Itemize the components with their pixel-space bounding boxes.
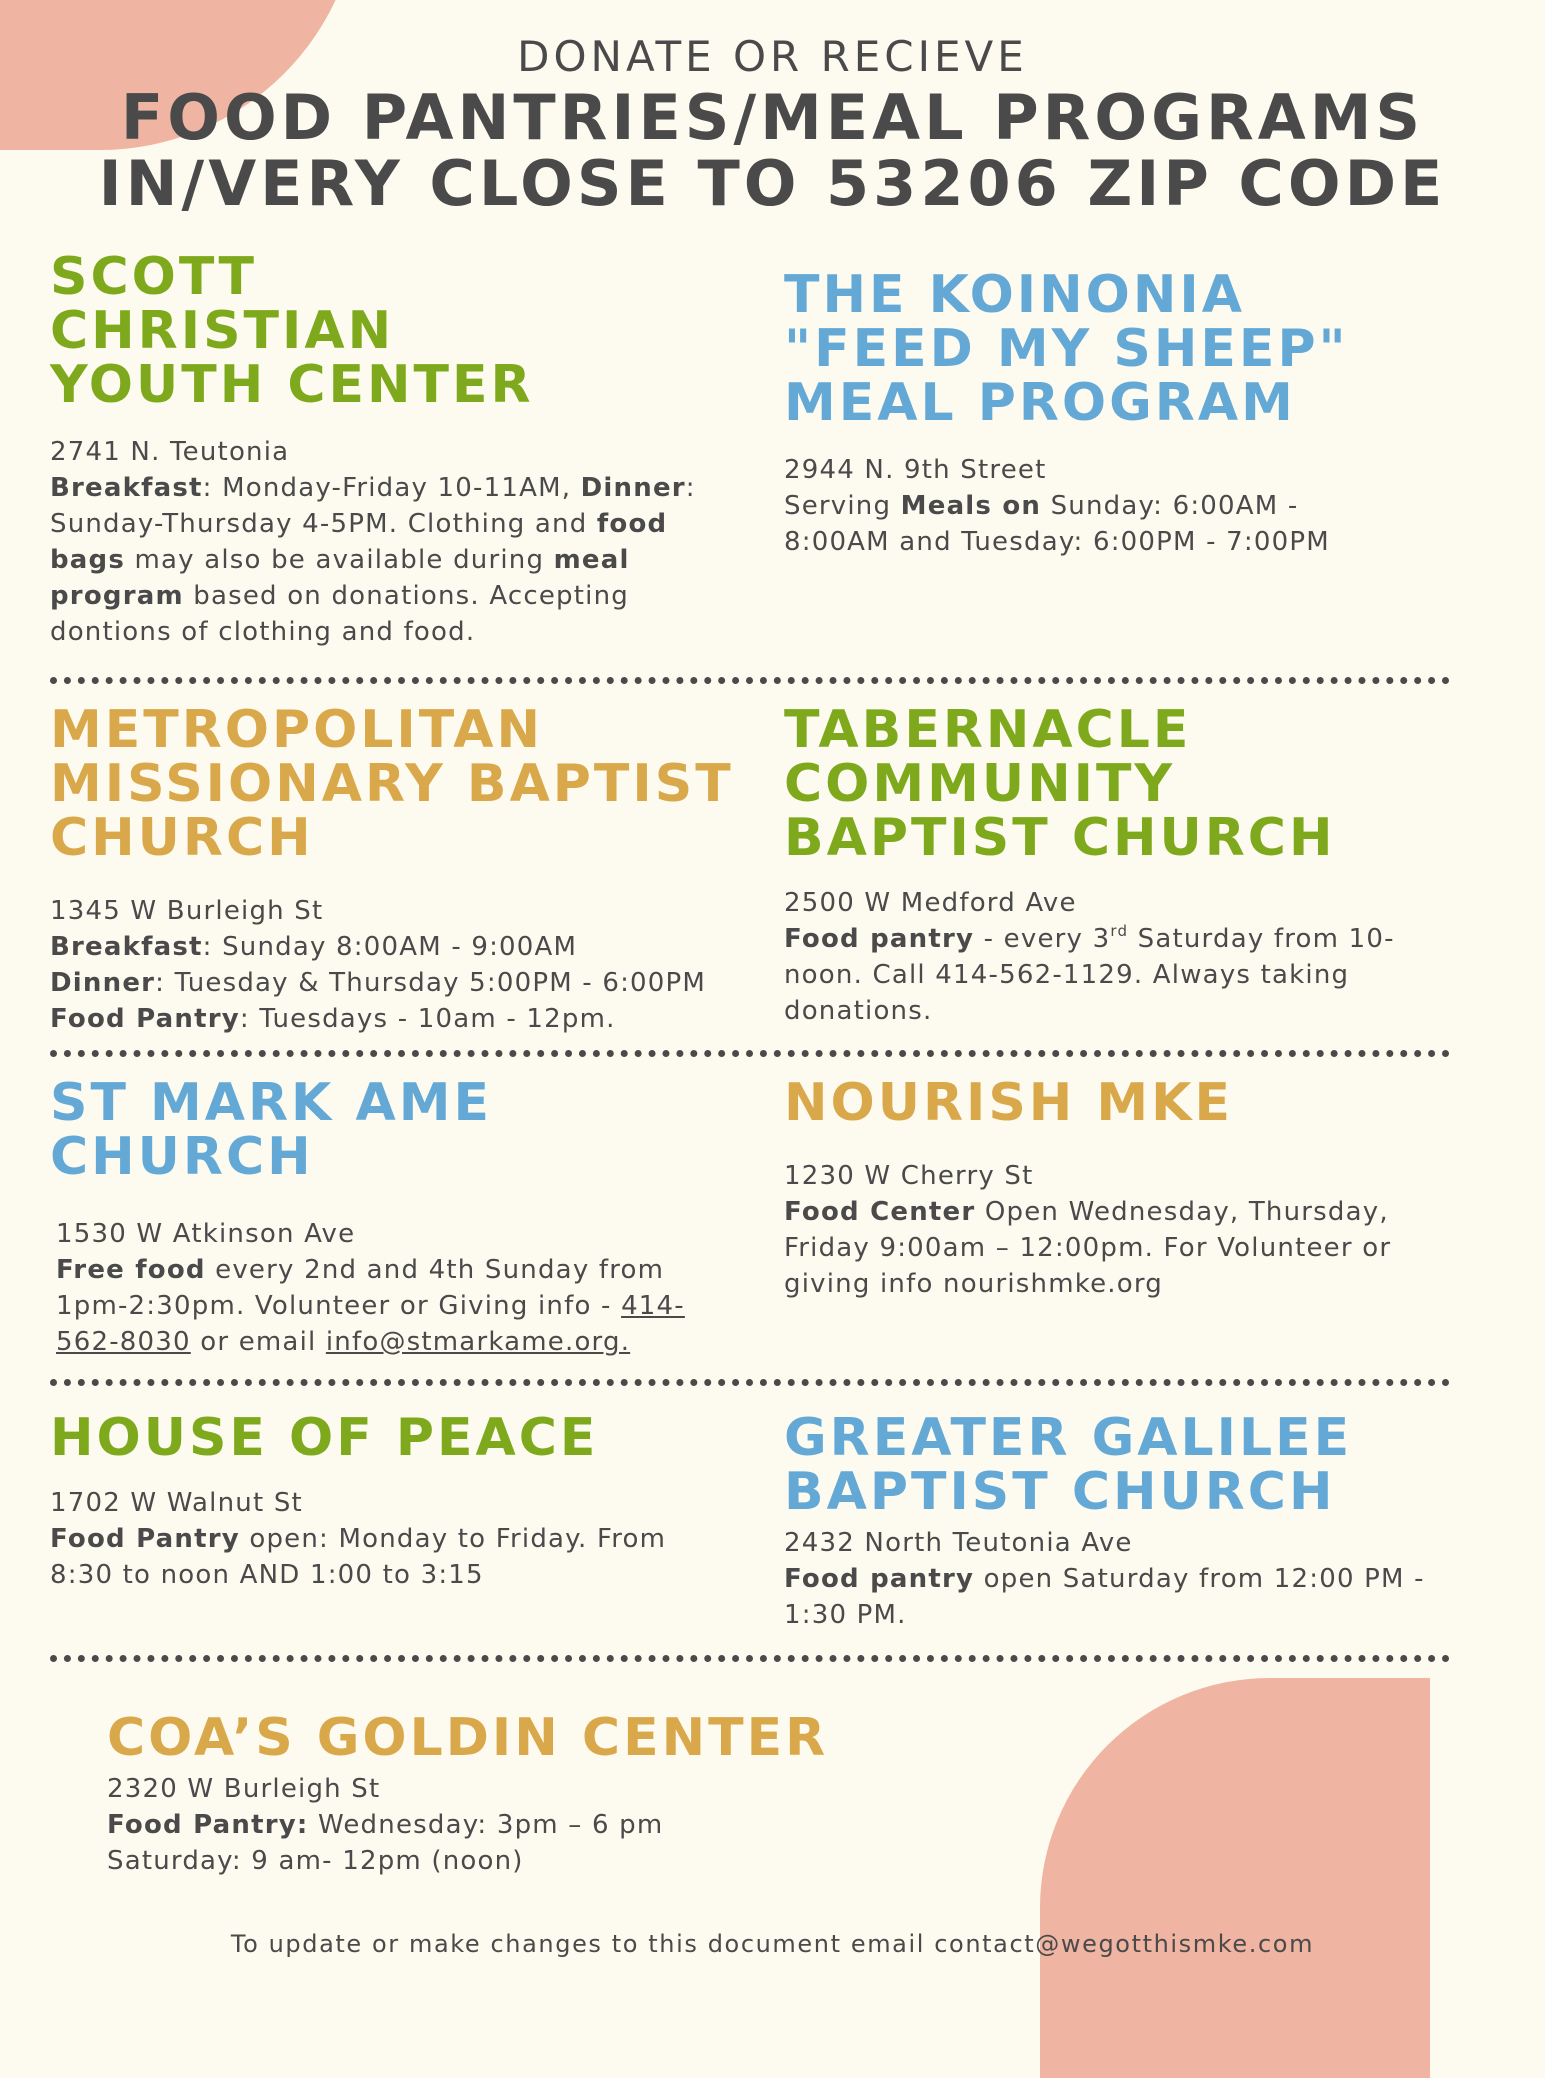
- section-heading: GREATER GALILEE BAPTIST CHURCH: [784, 1408, 1353, 1522]
- section-details: 1345 W Burleigh St Breakfast: Sunday 8:00AM - 9:00AM Dinner: Tuesday & Thursday 5:00PM - 6:00PM Food Pantry: Tuesdays - 10am - 12pm.: [50, 893, 770, 1037]
- dotted-divider: [50, 1655, 1450, 1662]
- section-details: 2500 W Medford Ave Food pantry - every 3rd Saturday from 10- noon. Call 414-562-1129. Always taking donations.: [784, 885, 1484, 1029]
- section-details: 1702 W Walnut St Food Pantry open: Monday to Friday. From 8:30 to noon AND 1:00 to 3:15: [50, 1485, 770, 1593]
- dotted-divider: [50, 1050, 1450, 1057]
- address: 1702 W Walnut St: [50, 1488, 303, 1518]
- section-heading: SCOTT CHRISTIAN YOUTH CENTER: [50, 247, 534, 415]
- section-details: 2320 W Burleigh St Food Pantry: Wednesday: 3pm – 6 pm Saturday: 9 am- 12pm (noon): [107, 1771, 1007, 1879]
- section-tabernacle-community-baptist-church: [784, 700, 1484, 1029]
- section-st-mark-ame-church: [50, 1073, 770, 1360]
- footer-note: To update or make changes to this document email contact@wegotthismke.com: [230, 1930, 1315, 1958]
- page-title-line-1: FOOD PANTRIES/MEAL PROGRAMS: [120, 81, 1425, 154]
- section-scott-christian-youth-center: [50, 247, 750, 650]
- address: 2432 North Teutonia Ave: [784, 1528, 1133, 1558]
- phone-link[interactable]: 414-: [621, 1291, 685, 1321]
- address: 1230 W Cherry St: [784, 1161, 1034, 1191]
- section-greater-galilee-baptist-church: [784, 1408, 1484, 1633]
- dotted-divider: [50, 677, 1450, 684]
- decorative-blob-bottom-right: [1040, 1678, 1430, 2078]
- address: 2741 N. Teutonia: [50, 437, 290, 467]
- header-subtitle: DONATE OR RECIEVE: [517, 32, 1028, 81]
- section-metropolitan-missionary-baptist-church: [50, 700, 770, 1037]
- dotted-divider: [50, 1379, 1450, 1386]
- section-details: 2432 North Teutonia Ave Food pantry open Saturday from 12:00 PM - 1:30 PM.: [784, 1525, 1484, 1633]
- page-title-line-2: IN/VERY CLOSE TO 53206 ZIP CODE: [98, 147, 1447, 220]
- section-koinonia-meal-program: [784, 265, 1484, 560]
- page-title: [0, 81, 1545, 220]
- section-heading: COA’S GOLDIN CENTER: [107, 1708, 829, 1768]
- section-details: 2944 N. 9th Street Serving Meals on Sunday: 6:00AM - 8:00AM and Tuesday: 6:00PM - 7:00PM: [784, 452, 1484, 560]
- address: 1530 W Atkinson Ave: [56, 1219, 356, 1249]
- phone-link-continued[interactable]: 562-8030: [56, 1327, 191, 1357]
- section-heading: NOURISH MKE: [784, 1073, 1233, 1133]
- section-heading: HOUSE OF PEACE: [50, 1408, 599, 1468]
- section-details: 1530 W Atkinson Ave Free food every 2nd and 4th Sunday from 1pm-2:30pm. Volunteer or Giving info - 414- 562-8030 or email info@stmarkame.org.: [56, 1216, 770, 1360]
- address: 2944 N. 9th Street: [784, 455, 1047, 485]
- section-nourish-mke: [784, 1073, 1484, 1302]
- section-coas-goldin-center: [107, 1708, 1007, 1879]
- email-link[interactable]: info@stmarkame.org.: [325, 1327, 631, 1357]
- section-heading: THE KOINONIA "FEED MY SHEEP" MEAL PROGRAM: [784, 265, 1349, 433]
- address: 1345 W Burleigh St: [50, 896, 324, 926]
- address: 2500 W Medford Ave: [784, 888, 1077, 918]
- section-heading: TABERNACLE COMMUNITY BAPTIST CHURCH: [784, 700, 1336, 868]
- section-house-of-peace: [50, 1408, 770, 1593]
- section-heading: METROPOLITAN MISSIONARY BAPTIST CHURCH: [50, 700, 734, 868]
- section-details: 1230 W Cherry St Food Center Open Wednesday, Thursday, Friday 9:00am – 12:00pm. For Volunteer or giving info nourishmke.org: [784, 1158, 1484, 1302]
- section-heading: ST MARK AME CHURCH: [50, 1073, 492, 1187]
- section-details: 2741 N. Teutonia Breakfast: Monday-Friday 10-11AM, Dinner: Sunday-Thursday 4-5PM. Clothing and food bags may also be available during meal program based on donations. Accepting dontions of clothing and food.: [50, 434, 750, 650]
- address: 2320 W Burleigh St: [107, 1774, 381, 1804]
